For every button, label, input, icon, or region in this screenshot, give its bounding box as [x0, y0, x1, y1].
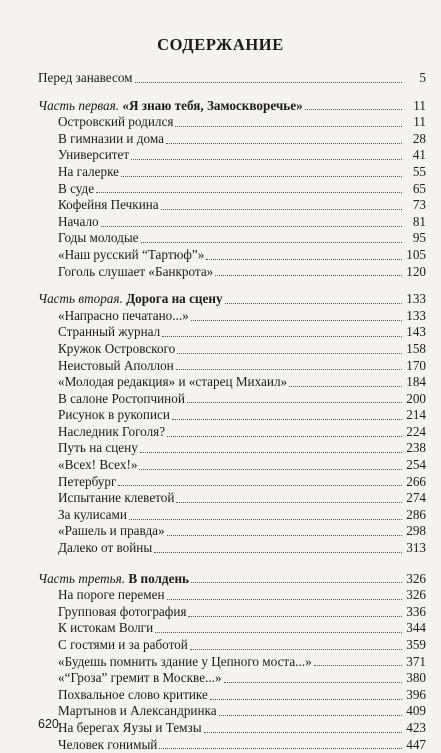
- toc-entry-label: «Молодая редакция» и «старец Михаил»: [58, 374, 288, 390]
- toc-entry-label: Мартынов и Александринка: [58, 703, 217, 719]
- toc-entry-label: Гоголь слушает «Банкрота»: [58, 263, 214, 279]
- toc-part-name: В полдень: [128, 570, 190, 586]
- toc-entry: [38, 457, 426, 474]
- toc-entry: [38, 474, 426, 491]
- toc-part-label: [38, 98, 303, 115]
- toc-entry-label: «Напрасно печатано...»: [58, 307, 189, 323]
- toc-entry-label: Кофейня Печкина: [58, 197, 159, 213]
- leader-dots: [206, 259, 402, 260]
- toc-entry: [38, 374, 426, 391]
- toc-entry-page: 298: [406, 523, 426, 539]
- toc-entry-page: 28: [412, 130, 426, 146]
- toc-part-prefix: Часть третья.: [38, 570, 126, 586]
- toc-entry-label: Кружок Островского: [58, 340, 176, 356]
- toc-entry-prologue: [38, 70, 426, 87]
- toc-entry: [38, 440, 426, 457]
- leader-dots: [314, 665, 402, 666]
- toc-entry-page: 254: [406, 457, 426, 473]
- leader-dots: [191, 582, 402, 583]
- leader-dots: [101, 226, 402, 227]
- leader-dots: [210, 699, 402, 700]
- toc-entry-page: 81: [412, 213, 426, 229]
- toc-entry: [38, 214, 426, 231]
- leader-dots: [140, 452, 402, 453]
- toc-entry-label: Университет: [58, 147, 130, 163]
- toc-entry-page: 274: [406, 490, 426, 506]
- toc-entry-page: 55: [412, 163, 426, 179]
- toc-entry: [38, 620, 426, 637]
- toc-part-prefix: Часть первая.: [38, 97, 120, 113]
- toc-entry: [38, 637, 426, 654]
- leader-dots: [141, 242, 402, 243]
- toc-entry: [38, 341, 426, 358]
- leader-dots: [159, 748, 402, 749]
- toc-entry-label: «“Гроза” гремит в Москве...»: [58, 670, 222, 686]
- toc-part-label: [38, 291, 223, 308]
- leader-dots: [289, 386, 402, 387]
- toc-entry-page: 238: [406, 440, 426, 456]
- toc-entry-label: Похвальное слово критике: [58, 686, 208, 702]
- toc-entry: [38, 587, 426, 604]
- leader-dots: [135, 82, 402, 83]
- toc-entry-page: 396: [406, 686, 426, 702]
- page-number: 620: [38, 717, 59, 731]
- toc-entry: [38, 737, 426, 753]
- leader-dots: [96, 192, 402, 193]
- leader-dots: [167, 535, 402, 536]
- toc-entry-label: Человек гонимый: [58, 736, 158, 752]
- leader-dots: [172, 419, 402, 420]
- toc-entry-page: 5: [419, 70, 426, 85]
- toc-entry-page: 409: [406, 703, 426, 719]
- toc-part-heading: [38, 571, 426, 588]
- toc-entry-label: «Всех! Всех!»: [58, 457, 138, 473]
- toc-part-page: 133: [406, 291, 426, 307]
- toc-parts: [38, 98, 426, 753]
- toc-entry-label: К истокам Волги: [58, 620, 154, 636]
- toc-entry-page: 170: [406, 357, 426, 373]
- leader-dots: [190, 649, 402, 650]
- toc-entry-page: 371: [406, 653, 426, 669]
- toc-entry-label: На пороге перемен: [58, 587, 165, 603]
- toc-entry-page: 423: [406, 719, 426, 735]
- toc-entry-page: 286: [406, 506, 426, 522]
- toc-part-heading: [38, 291, 426, 308]
- leader-dots: [162, 336, 402, 337]
- toc-part-label: [38, 571, 189, 588]
- toc-entry: [38, 308, 426, 325]
- leader-dots: [225, 303, 402, 304]
- toc-entry-label: С гостями и за работой: [58, 637, 188, 652]
- toc-part-heading: [38, 98, 426, 115]
- table-of-contents: [38, 70, 426, 753]
- toc-entry-page: 313: [406, 540, 426, 556]
- leader-dots: [191, 320, 402, 321]
- leader-dots: [139, 469, 402, 470]
- leader-dots: [155, 632, 402, 633]
- leader-dots: [131, 159, 402, 160]
- toc-entry-page: 200: [406, 390, 426, 406]
- toc-entry-page: 224: [406, 423, 426, 439]
- toc-entry-page: 95: [412, 230, 426, 246]
- toc-entry-page: 214: [406, 407, 426, 423]
- toc-part-prefix: Часть вторая.: [38, 291, 123, 307]
- leader-dots: [121, 176, 402, 177]
- toc-entry-label: Островский родился: [58, 114, 174, 130]
- toc-entry-label: Годы молодые: [58, 230, 139, 246]
- toc-entry-label: Наследник Гоголя?: [58, 423, 166, 439]
- toc-entry-label: Петербург: [58, 473, 117, 489]
- toc-entry-label: Далеко от войны: [58, 540, 153, 556]
- toc-entry-page: 105: [406, 246, 426, 262]
- toc-entry: [38, 424, 426, 441]
- toc-entry-page: 344: [406, 620, 426, 636]
- toc-entry-label: На берегах Яузы и Темзы: [58, 719, 202, 735]
- toc-entry: [38, 540, 426, 557]
- toc-entry: [38, 114, 426, 131]
- leader-dots: [187, 402, 402, 403]
- leader-dots: [175, 126, 402, 127]
- toc-entry-page: 120: [406, 263, 426, 279]
- toc-part-name: «Я знаю тебя, Замоскворечье»: [122, 97, 303, 113]
- toc-entry: [38, 131, 426, 148]
- toc-entry-page: 326: [406, 587, 426, 603]
- toc-entry-page: 184: [406, 374, 426, 390]
- toc-entry: [38, 164, 426, 181]
- leader-dots: [167, 599, 402, 600]
- toc-entry: [38, 197, 426, 214]
- leader-dots: [224, 682, 402, 683]
- toc-entry: [38, 391, 426, 408]
- toc-entry-label: Рисунок в рукописи: [58, 407, 170, 423]
- leader-dots: [188, 616, 402, 617]
- toc-part-name: Дорога на сцену: [126, 291, 223, 307]
- toc-entry-label: На галерке: [58, 163, 120, 179]
- toc-entry-page: 73: [412, 197, 426, 213]
- toc-entry: [38, 247, 426, 264]
- toc-entry-label: В гимназии и дома: [58, 130, 164, 146]
- toc-entry-label: В суде: [58, 180, 95, 196]
- leader-dots: [177, 353, 402, 354]
- page-title: СОДЕРЖАНИЕ: [157, 35, 284, 54]
- toc-entry: [38, 324, 426, 341]
- toc-entry: [38, 181, 426, 198]
- leader-dots: [305, 109, 402, 110]
- toc-entry-label: «Будешь помнить здание у Цепного моста...»: [58, 653, 312, 669]
- toc-entry-label: «Рашель и правда»: [58, 523, 165, 539]
- toc-entry-label: За кулисами: [58, 506, 127, 522]
- toc-entry: [38, 703, 426, 720]
- toc-entry-label: «Наш русский “Тартюф”»: [58, 246, 205, 262]
- leader-dots: [219, 715, 402, 716]
- toc-entry-label: Перед занавесом: [38, 70, 133, 85]
- leader-dots: [166, 143, 402, 144]
- toc-entry-page: 447: [406, 736, 426, 752]
- toc-part-page: 11: [413, 97, 426, 113]
- toc-entry-label: Странный журнал: [58, 324, 161, 340]
- toc-entry-page: 158: [406, 340, 426, 356]
- leader-dots: [129, 519, 402, 520]
- toc-entry-page: 336: [406, 603, 426, 619]
- toc-entry: [38, 358, 426, 375]
- leader-dots: [176, 369, 402, 370]
- toc-entry-page: 65: [412, 180, 426, 196]
- toc-entry-page: 359: [406, 637, 426, 652]
- toc-entry-label: Групповая фотография: [58, 603, 187, 619]
- toc-part-page: 326: [406, 570, 426, 586]
- toc-entry: [38, 523, 426, 540]
- leader-dots: [176, 502, 402, 503]
- toc-entry-page: 11: [413, 114, 426, 130]
- toc-entry-label: Испытание клеветой: [58, 490, 175, 506]
- toc-entry: [38, 507, 426, 524]
- toc-entry-label: Путь на сцену: [58, 440, 138, 456]
- toc-entry: [38, 604, 426, 621]
- leader-dots: [204, 732, 402, 733]
- leader-dots: [154, 552, 402, 553]
- toc-entry: [38, 490, 426, 507]
- toc-entry: [38, 264, 426, 281]
- toc-entry-label: В салоне Ростопчиной: [58, 390, 185, 406]
- toc-entry-page: 380: [406, 670, 426, 686]
- toc-entry-label: Неистовый Аполлон: [58, 357, 174, 373]
- toc-entry-page: 266: [406, 473, 426, 489]
- toc-entry: [38, 654, 426, 671]
- toc-entry-page: 133: [406, 307, 426, 323]
- toc-entry: [38, 230, 426, 247]
- leader-dots: [161, 209, 402, 210]
- toc-entry: [38, 147, 426, 164]
- toc-entry-label: Начало: [58, 213, 99, 229]
- toc-entry-page: 143: [406, 324, 426, 340]
- leader-dots: [118, 485, 402, 486]
- leader-dots: [215, 275, 402, 276]
- toc-entry: [38, 670, 426, 687]
- leader-dots: [167, 436, 402, 437]
- toc-entry: [38, 407, 426, 424]
- toc-entry-page: 41: [412, 147, 426, 163]
- toc-entry: [38, 720, 426, 737]
- toc-entry: [38, 687, 426, 704]
